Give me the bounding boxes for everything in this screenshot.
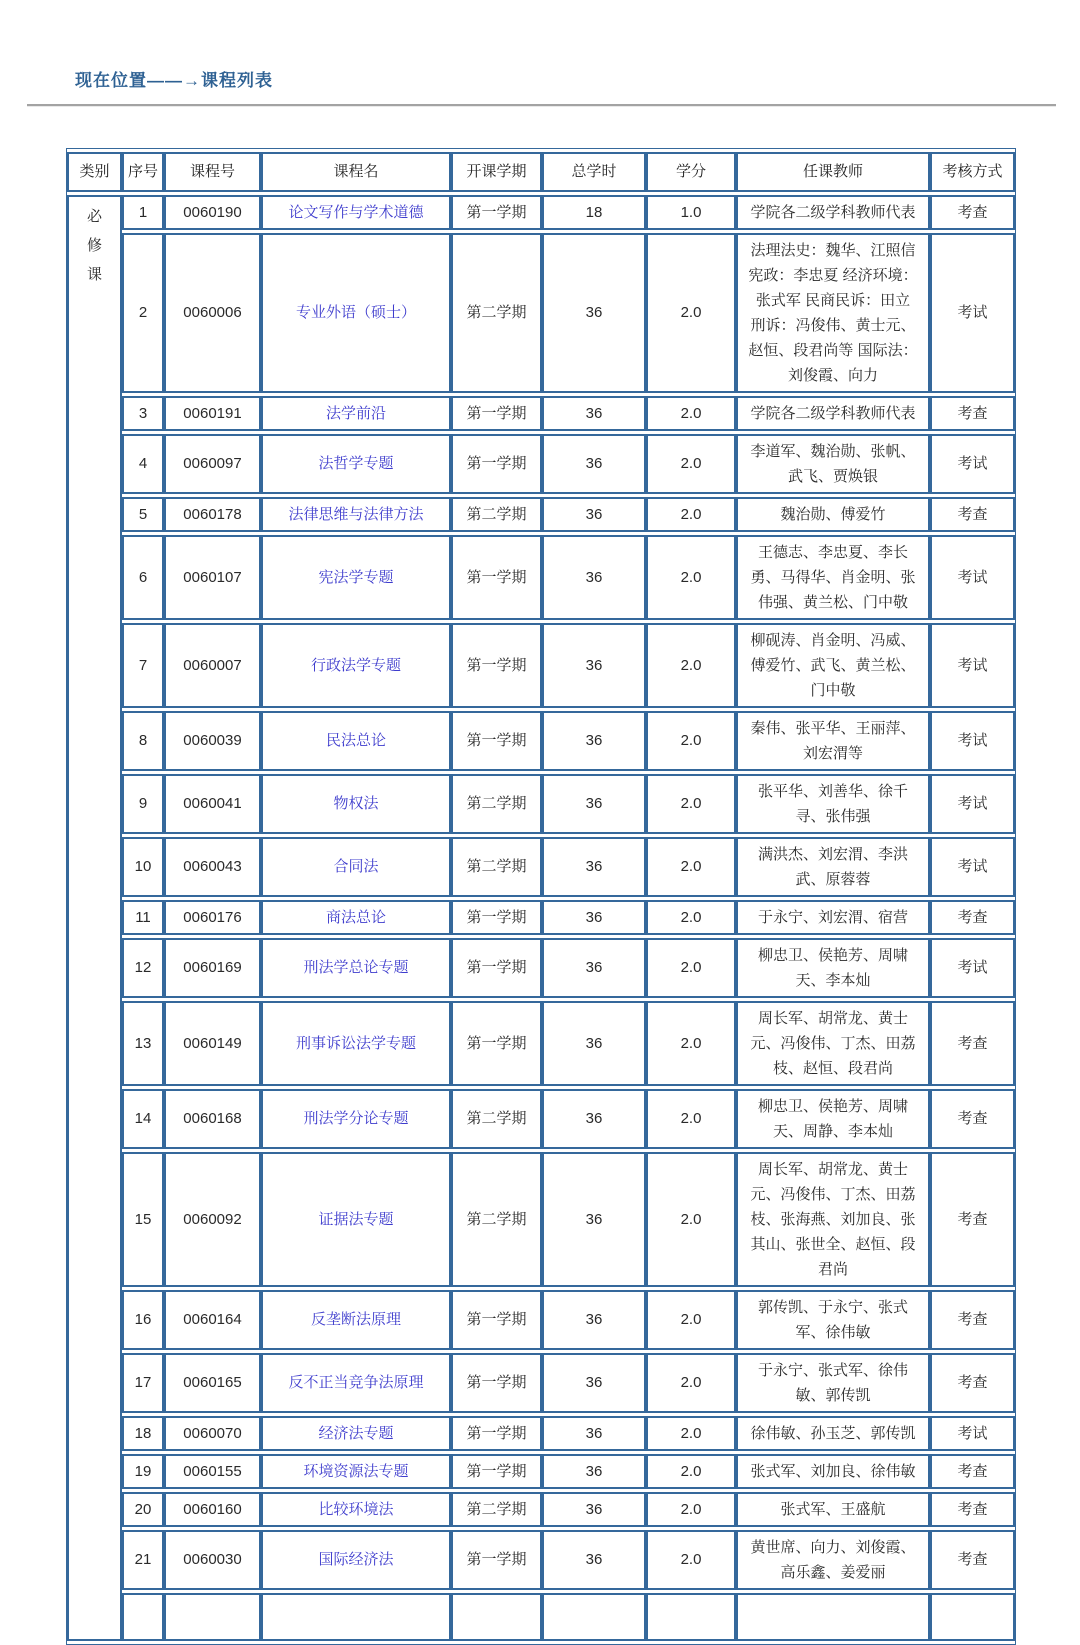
course-name-cell — [261, 1089, 451, 1149]
course-name-cell — [261, 938, 451, 998]
credits-cell: 2.0 — [646, 1001, 736, 1086]
course-id-cell: 0060043 — [164, 837, 261, 897]
table-row — [67, 1530, 1015, 1590]
empty-cell — [930, 1593, 1015, 1641]
course-name-link[interactable]: 刑法学分论专题 — [303, 1110, 409, 1127]
course-name-link[interactable]: 物权法 — [333, 795, 379, 812]
course-id-cell: 0060155 — [164, 1454, 261, 1489]
teachers-cell: 李道军、魏治勋、张帆、武飞、贾焕银 — [736, 434, 930, 494]
course-id-cell: 0060190 — [164, 195, 261, 230]
course-name-link[interactable]: 刑事诉讼法学专题 — [295, 1034, 416, 1052]
row-number-cell: 18 — [122, 1416, 164, 1451]
course-name-cell — [261, 1353, 451, 1413]
row-number-cell: 8 — [122, 711, 164, 771]
empty-cell — [542, 1593, 646, 1641]
credits-cell: 2.0 — [646, 535, 736, 620]
total-hours-cell: 18 — [542, 195, 646, 230]
assessment-cell: 考查 — [930, 1152, 1015, 1287]
course-name-cell — [261, 233, 451, 393]
semester-cell: 第一学期 — [451, 1353, 542, 1413]
table-row — [67, 1454, 1015, 1489]
course-id-cell: 0060168 — [164, 1089, 261, 1149]
header-course-name: 课程名 — [261, 152, 451, 192]
semester-cell: 第一学期 — [451, 623, 542, 708]
credits-cell: 2.0 — [646, 497, 736, 532]
assessment-cell: 考试 — [930, 711, 1015, 771]
total-hours-cell: 36 — [542, 434, 646, 494]
row-number-cell: 2 — [122, 233, 164, 393]
assessment-cell: 考查 — [930, 1353, 1015, 1413]
header-credits: 学分 — [646, 152, 736, 192]
empty-cell — [261, 1593, 451, 1641]
total-hours-cell: 36 — [542, 497, 646, 532]
credits-cell: 2.0 — [646, 1290, 736, 1350]
teachers-cell: 周长军、胡常龙、黄士元、冯俊伟、丁杰、田荔枝、赵恒、段君尚 — [736, 1001, 930, 1086]
row-number-cell: 5 — [122, 497, 164, 532]
course-id-cell: 0060176 — [164, 900, 261, 935]
category-label: 必修课 — [86, 208, 102, 283]
assessment-cell: 考查 — [930, 497, 1015, 532]
assessment-cell: 考查 — [930, 1530, 1015, 1590]
course-table — [66, 148, 1016, 1645]
assessment-cell: 考查 — [930, 900, 1015, 935]
assessment-cell: 考查 — [930, 396, 1015, 431]
course-id-cell: 0060107 — [164, 535, 261, 620]
course-name-link[interactable]: 行政法学专题 — [310, 656, 401, 674]
row-number-cell: 12 — [122, 938, 164, 998]
course-name-cell — [261, 434, 451, 494]
course-name-link[interactable]: 宪法学专题 — [318, 568, 394, 586]
table-row — [67, 837, 1015, 897]
table-row — [67, 1089, 1015, 1149]
semester-cell: 第一学期 — [451, 535, 542, 620]
table-row — [67, 1492, 1015, 1527]
course-name-cell — [261, 195, 451, 230]
course-name-link[interactable]: 反不正当竞争法原理 — [288, 1374, 424, 1391]
table-row — [67, 1353, 1015, 1413]
credits-cell: 2.0 — [646, 1353, 736, 1413]
assessment-cell: 考试 — [930, 233, 1015, 393]
header-category: 类别 — [67, 152, 122, 192]
semester-cell: 第二学期 — [451, 1152, 542, 1287]
row-number-cell: 10 — [122, 837, 164, 897]
course-name-link[interactable]: 法律思维与法律方法 — [288, 505, 424, 523]
course-name-cell — [261, 711, 451, 771]
assessment-cell: 考查 — [930, 1492, 1015, 1527]
assessment-cell: 考试 — [930, 774, 1015, 834]
total-hours-cell: 36 — [542, 1001, 646, 1086]
teachers-cell: 徐伟敏、孙玉芝、郭传凯 — [736, 1416, 930, 1451]
row-number-cell: 1 — [122, 195, 164, 230]
table-row — [67, 497, 1015, 532]
teachers-cell: 张式军、刘加良、徐伟敏 — [736, 1454, 930, 1489]
course-id-cell: 0060169 — [164, 938, 261, 998]
credits-cell: 2.0 — [646, 1416, 736, 1451]
semester-cell: 第一学期 — [451, 1530, 542, 1590]
semester-cell: 第二学期 — [451, 1089, 542, 1149]
teachers-cell: 柳忠卫、侯艳芳、周啸天、周静、李本灿 — [736, 1089, 930, 1149]
course-name-cell — [261, 774, 451, 834]
row-number-cell: 20 — [122, 1492, 164, 1527]
credits-cell: 2.0 — [646, 1530, 736, 1590]
semester-cell: 第二学期 — [451, 497, 542, 532]
semester-cell: 第二学期 — [451, 774, 542, 834]
credits-cell: 2.0 — [646, 1152, 736, 1287]
course-name-cell — [261, 1152, 451, 1287]
teachers-cell: 柳砚涛、肖金明、冯威、傅爱竹、武飞、黄兰松、门中敬 — [736, 623, 930, 708]
total-hours-cell: 36 — [542, 1290, 646, 1350]
teachers-cell: 黄世席、向力、刘俊霞、高乐鑫、姜爱丽 — [736, 1530, 930, 1590]
assessment-cell: 考试 — [930, 535, 1015, 620]
table-row — [67, 195, 1015, 230]
teachers-cell: 周长军、胡常龙、黄士元、冯俊伟、丁杰、田荔枝、张海燕、刘加良、张其山、张世全、赵恒、段君尚 — [736, 1152, 930, 1287]
empty-cell — [646, 1593, 736, 1641]
course-name-link[interactable]: 论文写作与学术道德 — [288, 203, 424, 221]
empty-cell — [736, 1593, 930, 1641]
table-row — [67, 774, 1015, 834]
course-name-link[interactable]: 法哲学专题 — [318, 455, 394, 472]
course-name-cell — [261, 837, 451, 897]
credits-cell: 2.0 — [646, 938, 736, 998]
total-hours-cell: 36 — [542, 1454, 646, 1489]
teachers-cell: 魏治勋、傅爱竹 — [736, 497, 930, 532]
course-id-cell: 0060039 — [164, 711, 261, 771]
course-id-cell: 0060164 — [164, 1290, 261, 1350]
course-name-cell — [261, 1001, 451, 1086]
row-number-cell: 14 — [122, 1089, 164, 1149]
breadcrumb: 现在位置——→课程列表 — [75, 71, 273, 90]
credits-cell: 1.0 — [646, 195, 736, 230]
teachers-cell: 学院各二级学科教师代表 — [736, 396, 930, 431]
total-hours-cell: 36 — [542, 1416, 646, 1451]
course-name-cell — [261, 1492, 451, 1527]
semester-cell: 第一学期 — [451, 1001, 542, 1086]
teachers-cell: 法理法史：魏华、江照信 宪政：李忠夏 经济环境：张式军 民商民诉：田立 刑诉：冯俊伟、黄士元、赵恒、段君尚等 国际法：刘俊霞、向力 — [736, 233, 930, 393]
teachers-cell: 王德志、李忠夏、李长勇、马得华、肖金明、张伟强、黄兰松、门中敬 — [736, 535, 930, 620]
semester-cell: 第一学期 — [451, 195, 542, 230]
row-number-cell: 3 — [122, 396, 164, 431]
assessment-cell: 考查 — [930, 195, 1015, 230]
total-hours-cell: 36 — [542, 623, 646, 708]
empty-cell — [164, 1593, 261, 1641]
assessment-cell: 考试 — [930, 837, 1015, 897]
row-number-cell: 4 — [122, 434, 164, 494]
course-name-cell — [261, 1454, 451, 1489]
total-hours-cell: 36 — [542, 1353, 646, 1413]
row-number-cell: 11 — [122, 900, 164, 935]
table-row — [67, 900, 1015, 935]
course-name-cell — [261, 396, 451, 431]
course-id-cell: 0060041 — [164, 774, 261, 834]
semester-cell: 第二学期 — [451, 233, 542, 393]
table-row — [67, 1152, 1015, 1287]
assessment-cell: 考试 — [930, 1416, 1015, 1451]
row-number-cell: 9 — [122, 774, 164, 834]
semester-cell: 第一学期 — [451, 1416, 542, 1451]
course-name-link[interactable]: 证据法专题 — [318, 1210, 394, 1228]
semester-cell: 第一学期 — [451, 434, 542, 494]
teachers-cell: 张式军、王盛航 — [736, 1492, 930, 1527]
course-id-cell: 0060092 — [164, 1152, 261, 1287]
course-name-link[interactable]: 民法总论 — [325, 732, 386, 749]
credits-cell: 2.0 — [646, 711, 736, 771]
credits-cell: 2.0 — [646, 1089, 736, 1149]
teachers-cell: 于永宁、张式军、徐伟敏、郭传凯 — [736, 1353, 930, 1413]
total-hours-cell: 36 — [542, 774, 646, 834]
course-id-cell: 0060070 — [164, 1416, 261, 1451]
table-row-cutoff — [67, 1593, 1015, 1641]
course-name-cell — [261, 1416, 451, 1451]
teachers-cell: 学院各二级学科教师代表 — [736, 195, 930, 230]
header-assessment: 考核方式 — [930, 152, 1015, 192]
course-name-link[interactable]: 环境资源法专题 — [303, 1462, 409, 1480]
course-id-cell: 0060191 — [164, 396, 261, 431]
empty-cell — [451, 1593, 542, 1641]
assessment-cell: 考查 — [930, 1290, 1015, 1350]
semester-cell: 第二学期 — [451, 837, 542, 897]
course-id-cell: 0060178 — [164, 497, 261, 532]
assessment-cell: 考查 — [930, 1001, 1015, 1086]
course-name-link[interactable]: 经济法专题 — [318, 1424, 394, 1442]
credits-cell: 2.0 — [646, 837, 736, 897]
category-cell — [67, 195, 122, 1641]
course-name-link[interactable]: 法学前沿 — [325, 404, 386, 422]
row-number-cell: 19 — [122, 1454, 164, 1489]
header-total-hours: 总学时 — [542, 152, 646, 192]
course-name-cell — [261, 535, 451, 620]
course-id-cell: 0060030 — [164, 1530, 261, 1590]
row-number-cell: 13 — [122, 1001, 164, 1086]
table-row — [67, 711, 1015, 771]
total-hours-cell: 36 — [542, 1530, 646, 1590]
total-hours-cell: 36 — [542, 535, 646, 620]
teachers-cell: 于永宁、刘宏渭、宿营 — [736, 900, 930, 935]
credits-cell: 2.0 — [646, 233, 736, 393]
credits-cell: 2.0 — [646, 774, 736, 834]
assessment-cell: 考查 — [930, 1089, 1015, 1149]
credits-cell: 2.0 — [646, 434, 736, 494]
header-semester: 开课学期 — [451, 152, 542, 192]
table-header-row — [67, 152, 1015, 192]
divider-line — [27, 104, 1056, 107]
credits-cell: 2.0 — [646, 396, 736, 431]
semester-cell: 第一学期 — [451, 900, 542, 935]
row-number-cell: 17 — [122, 1353, 164, 1413]
course-name-cell — [261, 1530, 451, 1590]
semester-cell: 第一学期 — [451, 1454, 542, 1489]
teachers-cell: 秦伟、张平华、王丽萍、刘宏渭等 — [736, 711, 930, 771]
course-name-cell — [261, 623, 451, 708]
total-hours-cell: 36 — [542, 837, 646, 897]
header-course-id: 课程号 — [164, 152, 261, 192]
semester-cell: 第一学期 — [451, 711, 542, 771]
credits-cell: 2.0 — [646, 1454, 736, 1489]
course-name-cell — [261, 900, 451, 935]
table-row — [67, 1290, 1015, 1350]
course-id-cell: 0060160 — [164, 1492, 261, 1527]
assessment-cell: 考查 — [930, 1454, 1015, 1489]
table-row — [67, 233, 1015, 393]
total-hours-cell: 36 — [542, 1152, 646, 1287]
course-name-link[interactable]: 反垄断法原理 — [310, 1311, 401, 1328]
course-name-link[interactable]: 国际经济法 — [318, 1551, 394, 1568]
semester-cell: 第一学期 — [451, 396, 542, 431]
course-id-cell: 0060006 — [164, 233, 261, 393]
course-name-link[interactable]: 比较环境法 — [318, 1500, 394, 1518]
course-id-cell: 0060007 — [164, 623, 261, 708]
total-hours-cell: 36 — [542, 396, 646, 431]
table-row — [67, 434, 1015, 494]
row-number-cell: 7 — [122, 623, 164, 708]
course-name-link[interactable]: 合同法 — [333, 858, 379, 875]
course-id-cell: 0060165 — [164, 1353, 261, 1413]
credits-cell: 2.0 — [646, 900, 736, 935]
row-number-cell: 21 — [122, 1530, 164, 1590]
credits-cell: 2.0 — [646, 623, 736, 708]
course-name-link[interactable]: 专业外语（硕士） — [295, 304, 416, 321]
total-hours-cell: 36 — [542, 938, 646, 998]
course-name-link[interactable]: 商法总论 — [325, 908, 386, 926]
row-number-cell: 15 — [122, 1152, 164, 1287]
course-name-link[interactable]: 刑法学总论专题 — [303, 959, 409, 976]
total-hours-cell: 36 — [542, 900, 646, 935]
credits-cell: 2.0 — [646, 1492, 736, 1527]
semester-cell: 第二学期 — [451, 1492, 542, 1527]
teachers-cell: 张平华、刘善华、徐千寻、张伟强 — [736, 774, 930, 834]
course-name-cell — [261, 1290, 451, 1350]
header-index: 序号 — [122, 152, 164, 192]
table-row — [67, 535, 1015, 620]
total-hours-cell: 36 — [542, 1492, 646, 1527]
header-teachers: 任课教师 — [736, 152, 930, 192]
row-number-cell: 16 — [122, 1290, 164, 1350]
course-id-cell: 0060149 — [164, 1001, 261, 1086]
total-hours-cell: 36 — [542, 711, 646, 771]
semester-cell: 第一学期 — [451, 938, 542, 998]
table-row — [67, 938, 1015, 998]
assessment-cell: 考试 — [930, 623, 1015, 708]
total-hours-cell: 36 — [542, 1089, 646, 1149]
teachers-cell: 柳忠卫、侯艳芳、周啸天、李本灿 — [736, 938, 930, 998]
teachers-cell: 郭传凯、于永宁、张式军、徐伟敏 — [736, 1290, 930, 1350]
course-name-cell — [261, 497, 451, 532]
semester-cell: 第一学期 — [451, 1290, 542, 1350]
table-row — [67, 396, 1015, 431]
empty-cell — [122, 1593, 164, 1641]
total-hours-cell: 36 — [542, 233, 646, 393]
assessment-cell: 考试 — [930, 434, 1015, 494]
assessment-cell: 考试 — [930, 938, 1015, 998]
teachers-cell: 满洪杰、刘宏渭、李洪武、原蓉蓉 — [736, 837, 930, 897]
table-row — [67, 1001, 1015, 1086]
table-row — [67, 1416, 1015, 1451]
table-row — [67, 623, 1015, 708]
course-id-cell: 0060097 — [164, 434, 261, 494]
row-number-cell: 6 — [122, 535, 164, 620]
